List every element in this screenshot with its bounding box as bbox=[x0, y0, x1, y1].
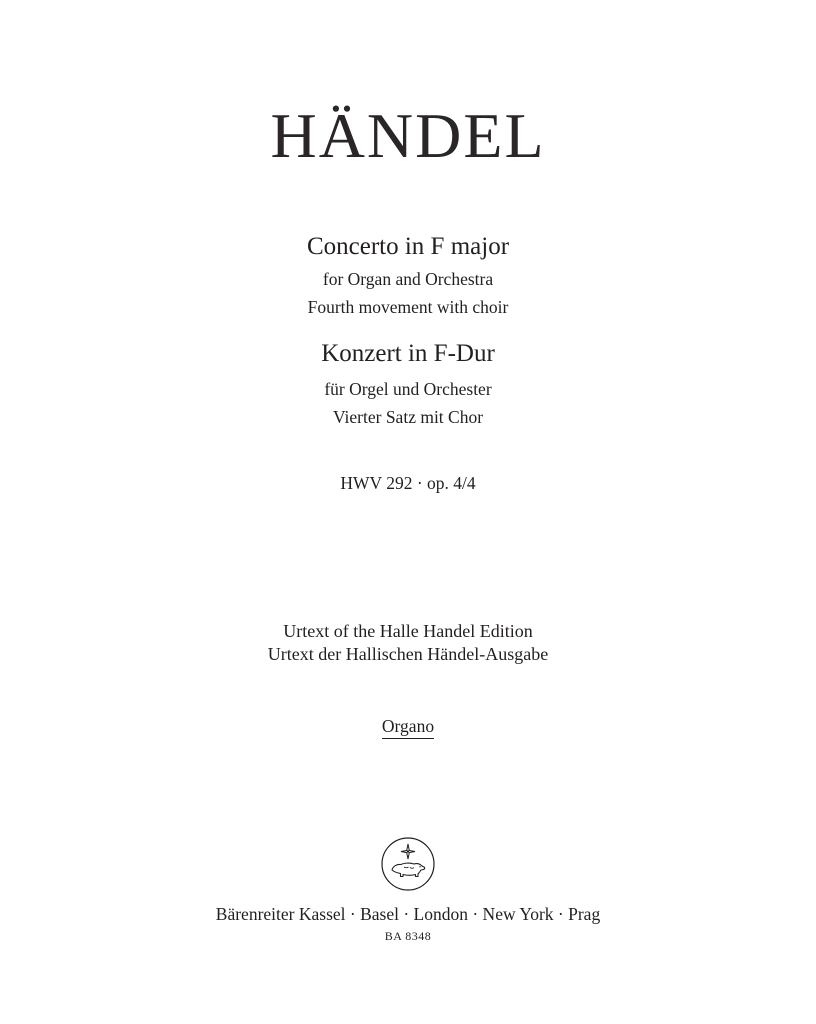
title-german: Konzert in F-Dur bbox=[321, 340, 495, 367]
urtext-english: Urtext of the Halle Handel Edition bbox=[283, 621, 533, 641]
urtext-german: Urtext der Hallischen Händel-Ausgabe bbox=[267, 644, 549, 664]
part-label-text: Organo bbox=[382, 718, 434, 739]
title-english: Concerto in F major bbox=[306, 233, 510, 260]
part-label bbox=[0, 718, 816, 739]
composer-name: HÄNDEL bbox=[270, 100, 546, 171]
catalog-number: HWV 292 · op. 4/4 bbox=[340, 473, 476, 493]
subtitle-english: for Organ and Orchestra bbox=[322, 269, 494, 289]
edition-number: BA 8348 bbox=[384, 929, 432, 943]
movement-english: Fourth movement with choir bbox=[307, 297, 509, 317]
publisher-cities: Bärenreiter Kassel · Basel · London · New York · Prag bbox=[215, 904, 601, 924]
baerenreiter-bear-logo-icon bbox=[380, 836, 436, 892]
subtitle-german: für Orgel und Orchester bbox=[324, 379, 492, 399]
movement-german: Vierter Satz mit Chor bbox=[332, 407, 484, 427]
